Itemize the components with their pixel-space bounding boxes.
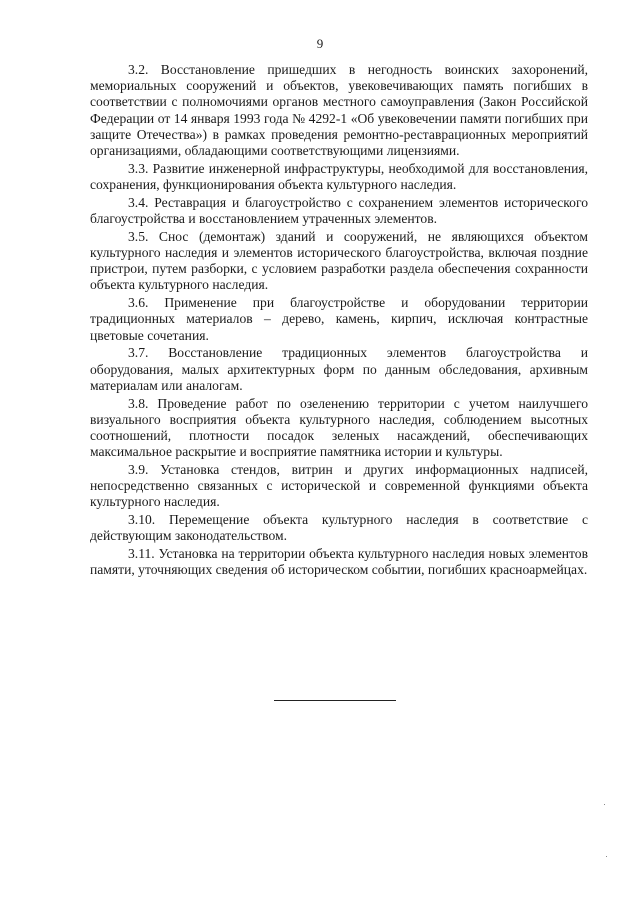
paragraph-3-5: 3.5. Снос (демонтаж) зданий и сооружений, не являющихся объектом культурного наследия и элементов исторического благоустройства, включая поздние пристрои, путем разборки, с условием разработки раздела обеспечения сохранности объекта культурного наследия. — [90, 228, 588, 293]
page-number: 9 — [316, 36, 324, 51]
end-divider-line — [274, 700, 396, 701]
scan-speck — [606, 856, 607, 857]
paragraph-3-8: 3.8. Проведение работ по озеленению территории с учетом наилучшего визуального восприятия объекта культурного наследия, соблюдением высотных соотношений, плотности посадок зеленых насаждений, обеспечивающих максимальное раскрытие и восприятие памятника истории и культуры. — [90, 395, 588, 460]
paragraph-3-7: 3.7. Восстановление традиционных элементов благоустройства и оборудования, малых архитектурных форм по данным обследования, архивным материалам или аналогам. — [90, 345, 588, 393]
paragraph-3-9: 3.9. Установка стендов, витрин и других информационных надписей, непосредственно связанных с исторической и современной функциями объекта культурного наследия. — [90, 462, 588, 510]
paragraph-3-4: 3.4. Реставрация и благоустройство с сохранением элементов исторического благоустройства и восстановлением утраченных элементов. — [90, 194, 588, 227]
paragraph-3-10: 3.10. Перемещение объекта культурного наследия в соответствие с действующим законодательством. — [90, 512, 588, 544]
paragraph-3-3: 3.3. Развитие инженерной инфраструктуры, необходимой для восстановления, сохранения, функционирования объекта культурного наследия. — [90, 160, 588, 193]
paragraph-3-6: 3.6. Применение при благоустройстве и оборудовании территории традиционных материалов – дерево, камень, кирпич, исключая контрастные цветовые сочетания. — [90, 295, 588, 343]
paragraph-3-11: 3.11. Установка на территории объекта культурного наследия новых элементов памяти, уточняющих сведения об историческом событии, погибших красноармейцах. — [90, 546, 588, 578]
paragraph-3-2: 3.2. Восстановление пришедших в негодность воинских захоронений, мемориальных сооружений и объектов, увековечивающих память погибших в соответствии с полномочиями органов местного самоуправления (Закон Российской Федерации от 14 января 1993 года № 4292-1 «Об увековечении памяти погибших при защите Отечества») в рамках проведения ремонтно-реставрационных мероприятий организациями, обладающими соответствующими лицензиями. — [90, 62, 588, 159]
document-body — [90, 62, 588, 580]
scan-speck — [604, 804, 605, 805]
